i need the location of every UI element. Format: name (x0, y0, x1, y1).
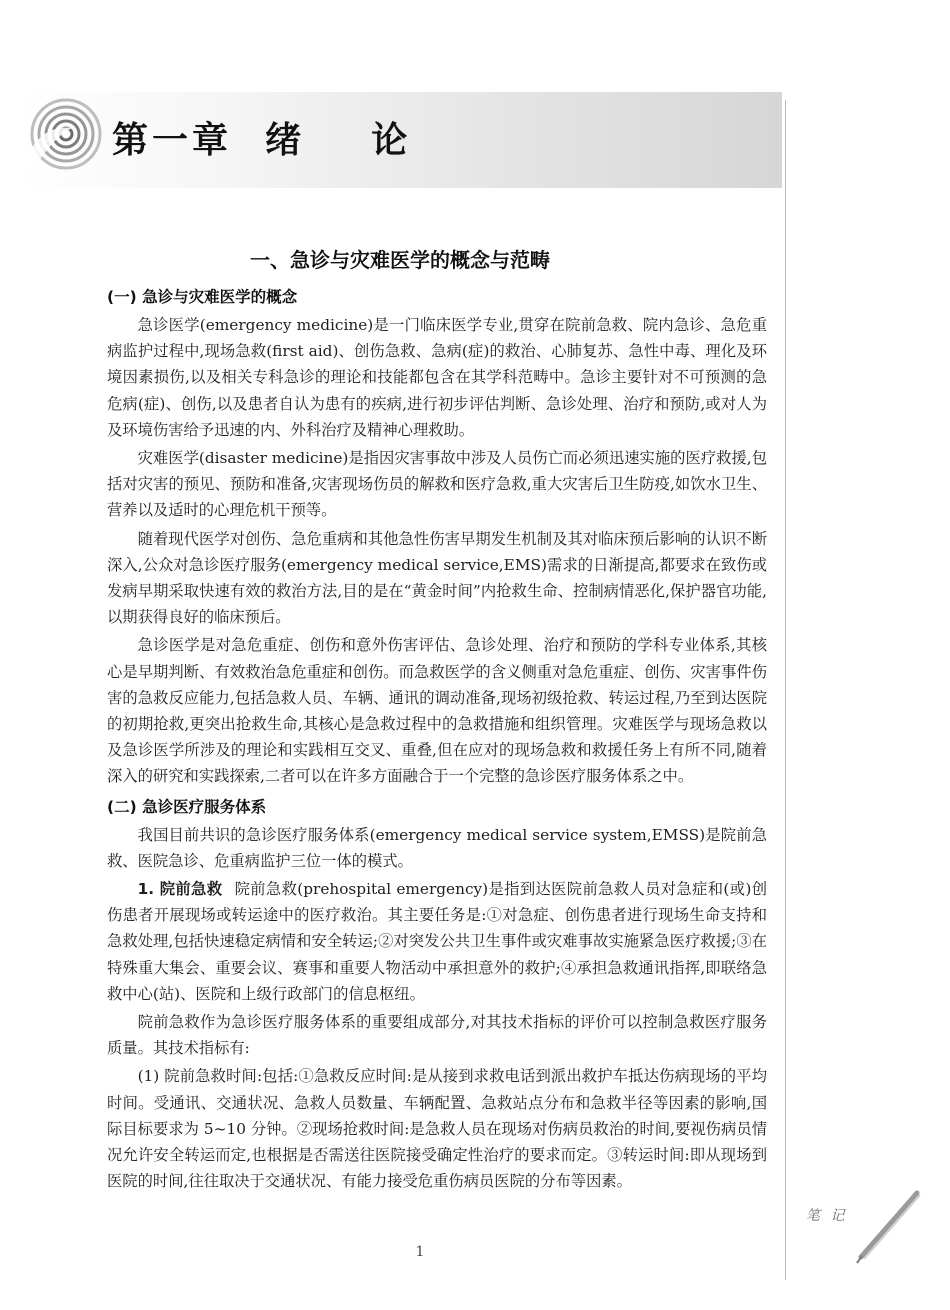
paragraph-modern-medicine: 随着现代医学对创伤、急危重病和其他急性伤害早期发生机制及其对临床预后影响的认识不断深入,公众对急诊医疗服务(emergency medical service,EMS)需求的日渐提高,都要求在致伤或发病早期采取快速有效的救治方法,目的是在“黄金时间”内抢救生命、控制病情恶化,保护器官功能,以期获得良好的临床预后。 (107, 529, 767, 627)
subsection-heading-concept: (一) 急诊与灾难医学的概念 (107, 288, 298, 306)
page-number: 1 (415, 1244, 425, 1260)
subsection-heading-ems: (二) 急诊医疗服务体系 (107, 797, 267, 816)
margin-divider (785, 100, 786, 1280)
paragraph-prehospital (107, 876, 767, 1007)
body-text (107, 282, 767, 1197)
prehospital-run-in-heading: 1. 院前急救 (137, 880, 223, 899)
paragraph-prehospital-time: (1) 院前急救时间:包括:①急救反应时间:是从接到求救电话到派出救护车抵达伤病现场的平均时间。受通讯、交通状况、急救人员数量、车辆配置、急救站点分布和急救半径等因素的影响,国际目标要求为 5~10 分钟。②现场抢救时间:是急救人员在现场对伤病员救治的时间,要视伤病员情况允许安全转运而定,也根据是否需送往医院接受确定性治疗的要求而定。③转运时间:即从现场到医院的时间,往往取决于交通状况、有能力接受危重伤病员医院的分布等因素。 (107, 1067, 767, 1191)
paragraph-emergency-medicine: 急诊医学(emergency medicine)是一门临床医学专业,贯穿在院前急救、院内急诊、急危重病监护过程中,现场急救(first aid)、创伤急救、急病(症)的救治、心肺复苏、急性中毒、理化及环境因素损伤,以及相关专科急诊的理论和技能都包含在其学科范畴中。急诊主要针对不可预测的急危病(症)、创伤,以及患者自认为患有的疾病,进行初步评估判断、急诊处理、治疗和预防,或对人为及环境伤害给予迅速的内、外科治疗及精神心理救助。 (107, 316, 767, 439)
notes-label: 笔 记 (806, 1208, 848, 1224)
prehospital-text: 院前急救(prehospital emergency)是指到达医院前急救人员对急症和(或)创伤患者开展现场或转运途中的医疗救治。其主要任务是:①对急症、创伤患者进行现场生命支持和急救处理,包括快速稳定病情和安全转运;②对突发公共卫生事件或灾难事故实施紧急医疗救援;③在特殊重大集会、重要会议、赛事和重要人物活动中承担意外的救护;④承担急救通讯指挥,即联络急救中心(站)、医院和上级行政部门的信息枢纽。 (107, 880, 767, 1003)
paragraph-disaster-medicine: 灾难医学(disaster medicine)是指因灾害事故中涉及人员伤亡而必须迅速实施的医疗救援,包括对灾害的预见、预防和准备,灾害现场伤员的解救和医疗急救,重大灾害后卫生防疫,如饮水卫生、营养以及适时的心理危机干预等。 (107, 449, 767, 520)
chapter-title: 第一章 绪 论 (112, 119, 412, 161)
paragraph-technical-indicators: 院前急救作为急诊医疗服务体系的重要组成部分,对其技术指标的评价可以控制急救医疗服务质量。其技术指标有: (107, 1013, 767, 1058)
paragraph-emss-model: 我国目前共识的急诊医疗服务体系(emergency medical service system,EMSS)是院前急救、医院急诊、危重病监护三位一体的模式。 (107, 825, 767, 870)
section-heading: 一、急诊与灾难医学的概念与范畴 (250, 248, 550, 272)
paragraph-emergency-vs-first-aid: 急诊医学是对急危重症、创伤和意外伤害评估、急诊处理、治疗和预防的学科专业体系,其核心是早期判断、有效救治急危重症和创伤。而急救医学的含义侧重对急危重症、创伤、灾害事件伤害的急救反应能力,包括急救人员、车辆、通讯的调动准备,现场初级抢救、转运过程,乃至到达医院的初期抢救,更突出抢救生命,其核心是急救过程中的急救措施和组织管理。灾难医学与现场急救以及急诊医学所涉及的理论和实践相互交叉、重叠,但在应对的现场急救和救援任务上有所不同,随着深入的研究和实践探索,二者可以在许多方面融合于一个完整的急诊医疗服务体系之中。 (107, 636, 767, 786)
chapter-swirl-icon (22, 94, 106, 178)
pen-icon (855, 1185, 925, 1265)
